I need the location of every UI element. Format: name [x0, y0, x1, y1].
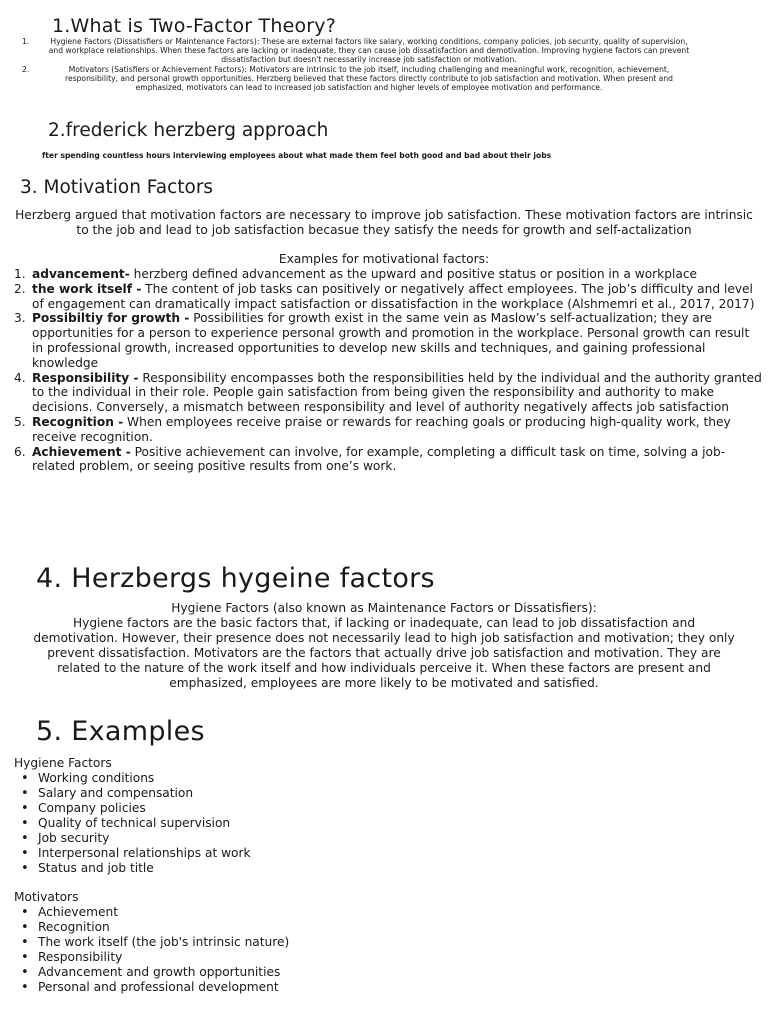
list-item: • Quality of technical supervision: [38, 816, 538, 831]
section-3-title: 3. Motivation Factors: [20, 177, 214, 198]
section-4-body: Hygiene factors are the basic factors that, if lacking or inadequate, can lead to job dissatisfaction and demotivation. However, their presence does not necessarily lead to high job satisfaction and motivation; they only prevent dissatisfaction. Motivators are the factors that actually drive job satisfaction and motivation. They are related to the nature of the work itself and how individuals perceive it. When these factors are present and emphasized, employees are more likely to be motivated and satisfied.: [33, 616, 735, 691]
list-item-text: Motivators (Satisfiers or Achievement Factors): Motivators are intrinsic to the job itself, including challenging and meaningful work, recognition, achievement, responsibility, and personal growth opportunities. Herzberg believed that these factors directly contribute to job satisfaction and motivation. When present and emphasized, motivators can lead to increased job satisfaction and higher levels of employee motivation and performance.: [65, 64, 673, 93]
list-item-number: 2.: [14, 281, 26, 296]
list-item-number: 1.: [14, 267, 26, 281]
list-item-label: Responsibility -: [32, 370, 139, 385]
list-item-number: 2.: [22, 64, 30, 74]
list-item-text: herzberg defined advancement as the upward and positive status or position in a workplace: [129, 267, 698, 281]
list-item-text: Hygiene Factors (Dissatisfiers or Maintenance Factors): These are external factors like salary, working conditions, company policies, job security, quality of supervision, and workplace relationships. When these factors are lacking or inadequate, they can cause job dissatisfaction and demotivation. Improving hygiene factors can prevent dissatisfaction but doesn't necessarily increase job satisfaction or motivation.: [48, 37, 690, 65]
section-4-title: 4. Herzbergs hygeine factors: [36, 563, 435, 594]
section-1-title: 1.What is Two-Factor Theory?: [52, 15, 337, 37]
motivation-factors-list: [14, 267, 762, 474]
list-item: • Personal and professional development: [38, 980, 538, 995]
list-item: [14, 282, 762, 312]
list-item: • Responsibility: [38, 950, 538, 965]
list-item: • The work itself (the job's intrinsic nature): [38, 935, 538, 950]
list-item: • Working conditions: [38, 771, 538, 786]
list-item-label: advancement-: [32, 267, 130, 281]
section-3-examples-heading: Examples for motivational factors:: [278, 252, 490, 266]
list-item: • Job security: [38, 831, 538, 846]
hygiene-factors-label: Hygiene Factors: [14, 756, 112, 770]
list-item-label: Recognition -: [32, 414, 124, 429]
section-3-intro: Herzberg argued that motivation factors are necessary to improve job satisfaction. These motivation factors are intrinsic to the job and lead to job satisfaction becasue they satisfy the needs for growth and self-actalization: [15, 208, 753, 237]
list-item: [14, 415, 762, 445]
section-2-title: 2.frederick herzberg approach: [48, 120, 329, 141]
list-item: • Advancement and growth opportunities: [38, 965, 538, 980]
list-item: [22, 37, 702, 65]
section-2-text: fter spending countless hours interviewing employees about what made them feel both good and bad about their jobs: [42, 151, 552, 160]
list-item: [14, 267, 762, 282]
list-item: • Status and job title: [38, 861, 538, 876]
list-item-number: 1.: [22, 37, 30, 46]
list-item-number: 4.: [14, 370, 26, 385]
list-item-text: Possibilities for growth exist in the same vein as Maslow’s self-actualization; they are opportunities for a person to experience personal growth and promotion in the workplace. Personal growth can result in professional growth, increased opportunities to develop new skills and techniques, and gaining professional knowledge: [32, 311, 750, 370]
section-5-title: 5. Examples: [36, 716, 205, 747]
motivators-list: [14, 905, 538, 995]
list-item: • Salary and compensation: [38, 786, 538, 801]
list-item-label: Possibiltiy for growth -: [32, 311, 190, 326]
list-item-text: Responsibility encompasses both the responsibilities held by the individual and the authority granted to the individual in their role. People gain satisfaction from being given the responsibility and authority to make decisions. Conversely, a mismatch between responsibility and level of authority negatively affects job satisfaction: [32, 370, 762, 415]
list-item: • Achievement: [38, 905, 538, 920]
list-item: • Company policies: [38, 801, 538, 816]
list-item-text: Positive achievement can involve, for example, completing a difficult task on time, solving a job-related problem, or seeing positive results from one’s work.: [32, 444, 726, 474]
list-item-number: 6.: [14, 444, 26, 459]
list-item: [22, 65, 702, 93]
list-item: • Recognition: [38, 920, 538, 935]
section-1-list: [22, 37, 702, 92]
list-item-number: 5.: [14, 414, 26, 429]
section-4-subtitle: Hygiene Factors (also known as Maintenance Factors or Dissatisfiers):: [171, 601, 597, 615]
list-item-label: Achievement -: [32, 444, 131, 459]
hygiene-factors-list: [14, 771, 538, 876]
list-item-text: The content of job tasks can positively or negatively affect employees. The job’s difficulty and level of engagement can dramatically impact satisfaction or dissatisfaction in the workplace (Alshmemri et al., 2017, 2017): [32, 281, 755, 311]
list-item: [14, 445, 762, 475]
list-item-label: the work itself -: [32, 281, 142, 296]
list-item: [14, 311, 762, 370]
list-item-text: When employees receive praise or rewards for reaching goals or producing high-quality work, they receive recognition.: [32, 414, 731, 444]
motivators-label: Motivators: [14, 890, 79, 904]
list-item: [14, 371, 762, 415]
list-item-number: 3.: [14, 311, 26, 326]
list-item: • Interpersonal relationships at work: [38, 846, 538, 861]
